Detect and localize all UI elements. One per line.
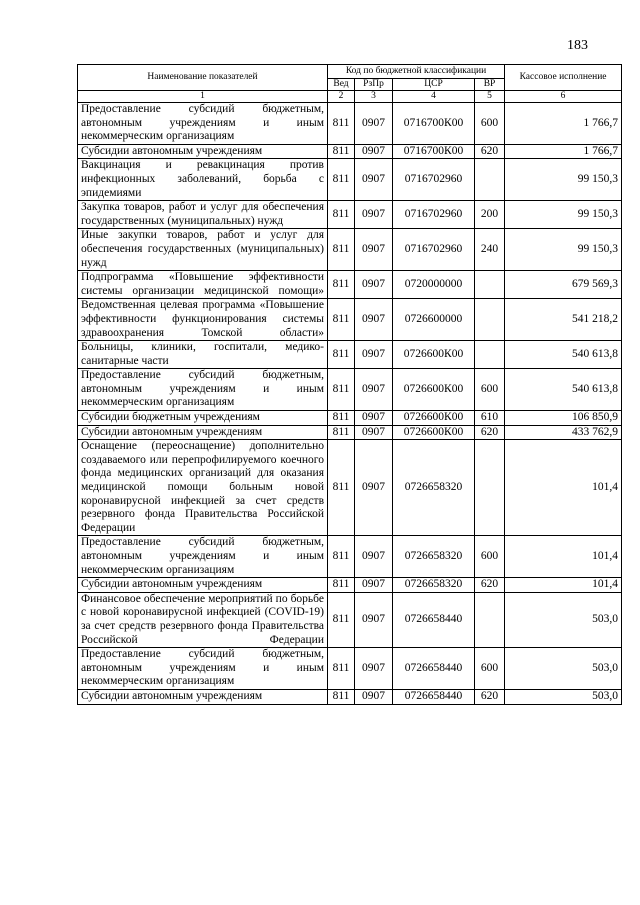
row-rzpr: 0907 bbox=[355, 648, 393, 690]
row-amount: 679 569,3 bbox=[505, 271, 622, 299]
row-rzpr: 0907 bbox=[355, 229, 393, 271]
row-amount: 540 613,8 bbox=[505, 341, 622, 369]
row-name: Иные закупки товаров, работ и услуг для обеспечения государственных (муниципальных) нужд bbox=[78, 229, 328, 271]
col-number: 1 bbox=[78, 91, 328, 103]
header-cash: Кассовое исполнение bbox=[505, 65, 622, 91]
table-row bbox=[78, 229, 622, 271]
row-rzpr: 0907 bbox=[355, 369, 393, 411]
row-csr: 0716702960 bbox=[393, 229, 475, 271]
row-ved: 811 bbox=[328, 411, 355, 426]
table-row bbox=[78, 201, 622, 229]
row-csr: 0726658320 bbox=[393, 536, 475, 578]
row-name: Оснащение (переоснащение) дополнительно создаваемого или перепрофилируемого коечного фонда медицинских организаций для оказания медицинской помощи больным новой коронавирусной инфекцией за счет средств резервного фонда Правительства Российской Федерации bbox=[78, 440, 328, 536]
row-csr: 0726600К00 bbox=[393, 341, 475, 369]
row-vr: 600 bbox=[475, 103, 505, 145]
row-name: Подпрограмма «Повышение эффективности системы организации медицинской помощи» bbox=[78, 271, 328, 299]
row-csr: 0726658440 bbox=[393, 592, 475, 647]
row-vr: 600 bbox=[475, 369, 505, 411]
row-csr: 0726658320 bbox=[393, 440, 475, 536]
row-amount: 433 762,9 bbox=[505, 425, 622, 440]
row-rzpr: 0907 bbox=[355, 689, 393, 704]
row-name: Субсидии автономным учреждениям bbox=[78, 425, 328, 440]
row-ved: 811 bbox=[328, 648, 355, 690]
header-name: Наименование показателей bbox=[78, 65, 328, 91]
row-amount: 1 766,7 bbox=[505, 144, 622, 159]
row-ved: 811 bbox=[328, 440, 355, 536]
row-rzpr: 0907 bbox=[355, 536, 393, 578]
row-csr: 0726600К00 bbox=[393, 425, 475, 440]
col-number: 2 bbox=[328, 91, 355, 103]
row-vr: 600 bbox=[475, 648, 505, 690]
row-name: Закупка товаров, работ и услуг для обеспечения государственных (муниципальных) нужд bbox=[78, 201, 328, 229]
table-row bbox=[78, 144, 622, 159]
table-row bbox=[78, 536, 622, 578]
row-name: Больницы, клиники, госпитали, медико-санитарные части bbox=[78, 341, 328, 369]
table-row bbox=[78, 103, 622, 145]
page-number: 183 bbox=[567, 38, 588, 53]
header-csr: ЦСР bbox=[393, 79, 475, 91]
row-ved: 811 bbox=[328, 425, 355, 440]
row-vr: 620 bbox=[475, 144, 505, 159]
row-amount: 541 218,2 bbox=[505, 299, 622, 341]
table-row bbox=[78, 369, 622, 411]
row-csr: 0726658440 bbox=[393, 689, 475, 704]
row-rzpr: 0907 bbox=[355, 411, 393, 426]
row-amount: 99 150,3 bbox=[505, 159, 622, 201]
row-vr bbox=[475, 299, 505, 341]
row-csr: 0716702960 bbox=[393, 159, 475, 201]
row-vr: 200 bbox=[475, 201, 505, 229]
row-amount: 540 613,8 bbox=[505, 369, 622, 411]
row-amount: 101,4 bbox=[505, 440, 622, 536]
row-ved: 811 bbox=[328, 103, 355, 145]
row-csr: 0726658440 bbox=[393, 648, 475, 690]
header-vr: ВР bbox=[475, 79, 505, 91]
row-vr: 620 bbox=[475, 578, 505, 593]
row-name: Предоставление субсидий бюджетным, автономным учреждениям и иным некоммерческим организациям bbox=[78, 369, 328, 411]
row-amount: 1 766,7 bbox=[505, 103, 622, 145]
row-name: Субсидии автономным учреждениям bbox=[78, 578, 328, 593]
row-rzpr: 0907 bbox=[355, 271, 393, 299]
row-ved: 811 bbox=[328, 144, 355, 159]
table-row bbox=[78, 440, 622, 536]
row-rzpr: 0907 bbox=[355, 144, 393, 159]
row-name: Предоставление субсидий бюджетным, автономным учреждениям и иным некоммерческим организациям bbox=[78, 536, 328, 578]
row-ved: 811 bbox=[328, 689, 355, 704]
row-csr: 0716700К00 bbox=[393, 144, 475, 159]
header-ved: Вед bbox=[328, 79, 355, 91]
table-row bbox=[78, 159, 622, 201]
col-number: 3 bbox=[355, 91, 393, 103]
table-row bbox=[78, 341, 622, 369]
row-amount: 101,4 bbox=[505, 536, 622, 578]
row-vr: 240 bbox=[475, 229, 505, 271]
row-rzpr: 0907 bbox=[355, 103, 393, 145]
row-name: Ведомственная целевая программа «Повышение эффективности функционирования системы здравоохранения Томской области» bbox=[78, 299, 328, 341]
row-vr bbox=[475, 592, 505, 647]
row-amount: 106 850,9 bbox=[505, 411, 622, 426]
row-vr bbox=[475, 159, 505, 201]
row-rzpr: 0907 bbox=[355, 578, 393, 593]
row-amount: 99 150,3 bbox=[505, 201, 622, 229]
row-name: Субсидии бюджетным учреждениям bbox=[78, 411, 328, 426]
row-csr: 0726600000 bbox=[393, 299, 475, 341]
table-row bbox=[78, 578, 622, 593]
row-ved: 811 bbox=[328, 271, 355, 299]
row-name: Субсидии автономным учреждениям bbox=[78, 689, 328, 704]
row-vr bbox=[475, 440, 505, 536]
row-name: Предоставление субсидий бюджетным, автономным учреждениям и иным некоммерческим организациям bbox=[78, 103, 328, 145]
row-rzpr: 0907 bbox=[355, 201, 393, 229]
row-amount: 503,0 bbox=[505, 592, 622, 647]
row-ved: 811 bbox=[328, 536, 355, 578]
row-rzpr: 0907 bbox=[355, 299, 393, 341]
row-vr: 610 bbox=[475, 411, 505, 426]
row-name: Финансовое обеспечение мероприятий по борьбе с новой коронавирусной инфекцией (COVID-19) за счет средств резервного фонда Правительства Российской Федерации bbox=[78, 592, 328, 647]
row-vr bbox=[475, 341, 505, 369]
row-csr: 0720000000 bbox=[393, 271, 475, 299]
table-row bbox=[78, 411, 622, 426]
row-rzpr: 0907 bbox=[355, 425, 393, 440]
row-amount: 101,4 bbox=[505, 578, 622, 593]
row-csr: 0716702960 bbox=[393, 201, 475, 229]
table-body bbox=[78, 103, 622, 705]
row-ved: 811 bbox=[328, 369, 355, 411]
row-csr: 0716700К00 bbox=[393, 103, 475, 145]
col-number: 4 bbox=[393, 91, 475, 103]
row-rzpr: 0907 bbox=[355, 341, 393, 369]
row-csr: 0726600К00 bbox=[393, 369, 475, 411]
table-row bbox=[78, 425, 622, 440]
row-ved: 811 bbox=[328, 578, 355, 593]
table-row bbox=[78, 648, 622, 690]
row-vr bbox=[475, 271, 505, 299]
row-rzpr: 0907 bbox=[355, 440, 393, 536]
table-row bbox=[78, 271, 622, 299]
row-vr: 600 bbox=[475, 536, 505, 578]
row-ved: 811 bbox=[328, 341, 355, 369]
row-amount: 99 150,3 bbox=[505, 229, 622, 271]
row-rzpr: 0907 bbox=[355, 592, 393, 647]
row-vr: 620 bbox=[475, 425, 505, 440]
row-ved: 811 bbox=[328, 592, 355, 647]
table-row bbox=[78, 592, 622, 647]
header-rzpr: РзПр bbox=[355, 79, 393, 91]
row-ved: 811 bbox=[328, 201, 355, 229]
row-ved: 811 bbox=[328, 299, 355, 341]
row-name: Вакцинация и ревакцинация против инфекционных заболеваний, борьба с эпидемиями bbox=[78, 159, 328, 201]
row-name: Субсидии автономным учреждениям bbox=[78, 144, 328, 159]
row-name: Предоставление субсидий бюджетным, автономным учреждениям и иным некоммерческим организациям bbox=[78, 648, 328, 690]
header-code-group: Код по бюджетной классификации bbox=[328, 65, 505, 79]
row-rzpr: 0907 bbox=[355, 159, 393, 201]
row-ved: 811 bbox=[328, 159, 355, 201]
col-number: 5 bbox=[475, 91, 505, 103]
budget-execution-table bbox=[77, 64, 622, 705]
row-amount: 503,0 bbox=[505, 648, 622, 690]
row-amount: 503,0 bbox=[505, 689, 622, 704]
col-number: 6 bbox=[505, 91, 622, 103]
row-ved: 811 bbox=[328, 229, 355, 271]
table-row bbox=[78, 299, 622, 341]
row-vr: 620 bbox=[475, 689, 505, 704]
row-csr: 0726600К00 bbox=[393, 411, 475, 426]
table-row bbox=[78, 689, 622, 704]
row-csr: 0726658320 bbox=[393, 578, 475, 593]
